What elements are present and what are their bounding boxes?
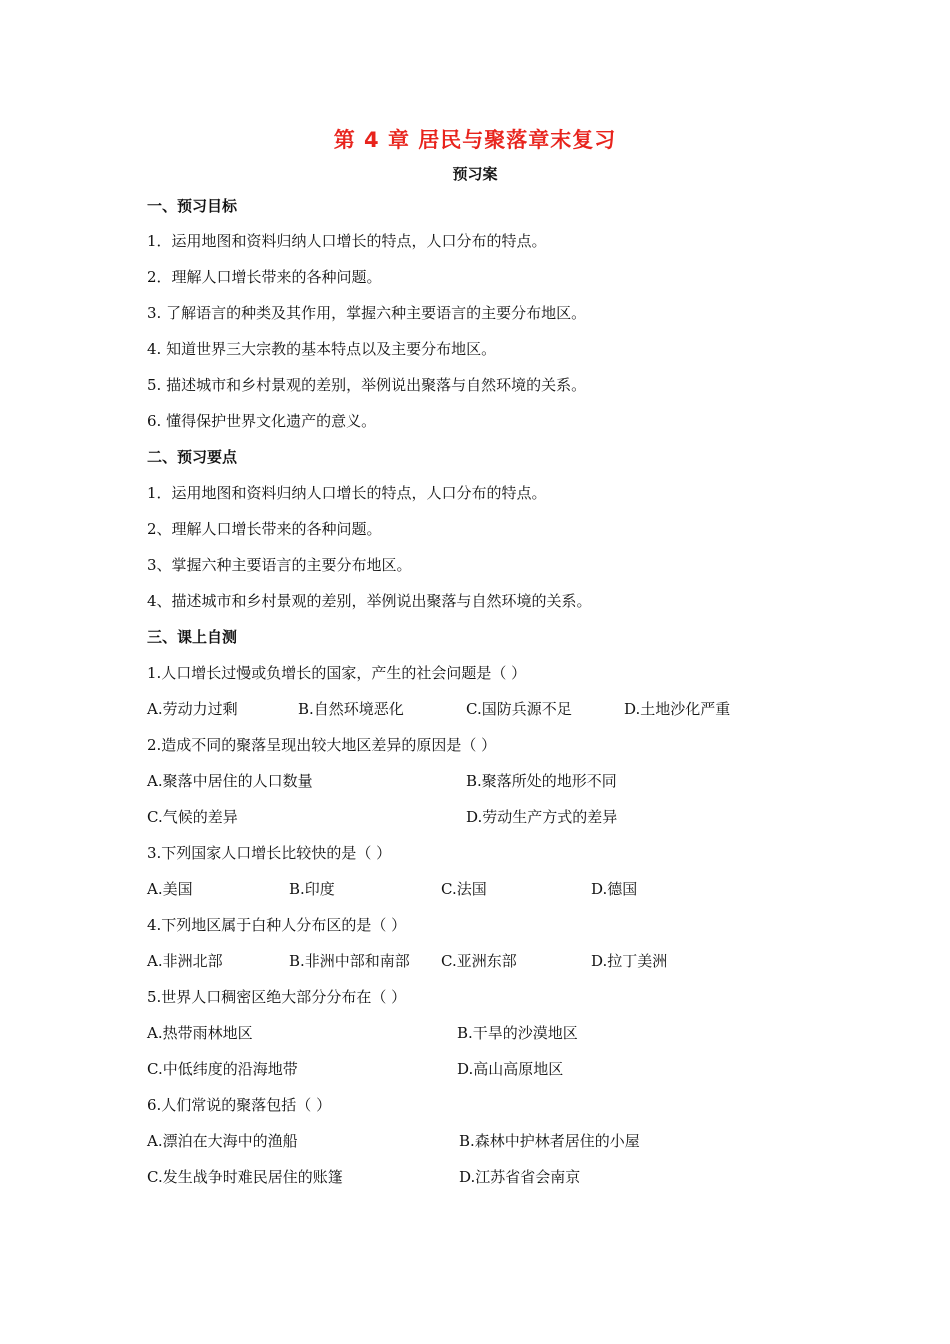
document-subtitle: 预习案 (452, 165, 498, 183)
question-option: C.亚洲东部 (441, 952, 517, 970)
question-stem: 3.下列国家人口增长比较快的是（ ） (147, 844, 392, 862)
point-item: 1．运用地图和资料归纳人口增长的特点，人口分布的特点。 (147, 484, 547, 502)
question-stem: 4.下列地区属于白种人分布区的是（ ） (147, 916, 407, 934)
question-option: B.森林中护林者居住的小屋 (459, 1132, 640, 1150)
question-option: D.土地沙化严重 (624, 700, 731, 718)
question-option: C.中低纬度的沿海地带 (147, 1060, 298, 1078)
question-option: A.劳动力过剩 (147, 700, 238, 718)
goal-item: 5. 描述城市和乡村景观的差别，举例说出聚落与自然环境的关系。 (147, 376, 587, 394)
section-heading-preview-points: 二、预习要点 (147, 448, 238, 466)
question-option: C.法国 (441, 880, 487, 898)
question-option: A.漂泊在大海中的渔船 (147, 1132, 298, 1150)
point-item: 2、理解人口增长带来的各种问题。 (147, 520, 382, 538)
question-option: B.非洲中部和南部 (289, 952, 410, 970)
question-option: A.美国 (147, 880, 193, 898)
goal-item: 1．运用地图和资料归纳人口增长的特点，人口分布的特点。 (147, 232, 547, 250)
question-option: D.高山高原地区 (457, 1060, 564, 1078)
point-item: 3、掌握六种主要语言的主要分布地区。 (147, 556, 412, 574)
question-option: B.印度 (289, 880, 335, 898)
question-stem: 2.造成不同的聚落呈现出较大地区差异的原因是（ ） (147, 736, 497, 754)
goal-item: 6. 懂得保护世界文化遗产的意义。 (147, 412, 377, 430)
question-option: B.自然环境恶化 (298, 700, 404, 718)
question-stem: 5.世界人口稠密区绝大部分分布在（ ） (147, 988, 407, 1006)
question-option: D.江苏省省会南京 (459, 1168, 581, 1186)
goal-item: 2．理解人口增长带来的各种问题。 (147, 268, 382, 286)
question-option: D.劳动生产方式的差异 (466, 808, 618, 826)
question-option: C.气候的差异 (147, 808, 238, 826)
goal-item: 3. 了解语言的种类及其作用，掌握六种主要语言的主要分布地区。 (147, 304, 587, 322)
section-heading-preview-goals: 一、预习目标 (147, 197, 238, 215)
question-option: A.热带雨林地区 (147, 1024, 253, 1042)
question-stem: 1.人口增长过慢或负增长的国家，产生的社会问题是（ ） (147, 664, 527, 682)
question-option: C.发生战争时难民居住的账篷 (147, 1168, 343, 1186)
point-item: 4、描述城市和乡村景观的差别，举例说出聚落与自然环境的关系。 (147, 592, 592, 610)
question-option: B.干旱的沙漠地区 (457, 1024, 578, 1042)
question-option: A.聚落中居住的人口数量 (147, 772, 313, 790)
section-heading-self-test: 三、课上自测 (147, 628, 238, 646)
question-option: C.国防兵源不足 (466, 700, 572, 718)
goal-item: 4. 知道世界三大宗教的基本特点以及主要分布地区。 (147, 340, 497, 358)
question-option: D.德国 (591, 880, 638, 898)
question-stem: 6.人们常说的聚落包括（ ） (147, 1096, 332, 1114)
question-option: D.拉丁美洲 (591, 952, 668, 970)
document-title: 第 4 章 居民与聚落章末复习 (333, 128, 617, 152)
question-option: A.非洲北部 (147, 952, 223, 970)
question-option: B.聚落所处的地形不同 (466, 772, 617, 790)
